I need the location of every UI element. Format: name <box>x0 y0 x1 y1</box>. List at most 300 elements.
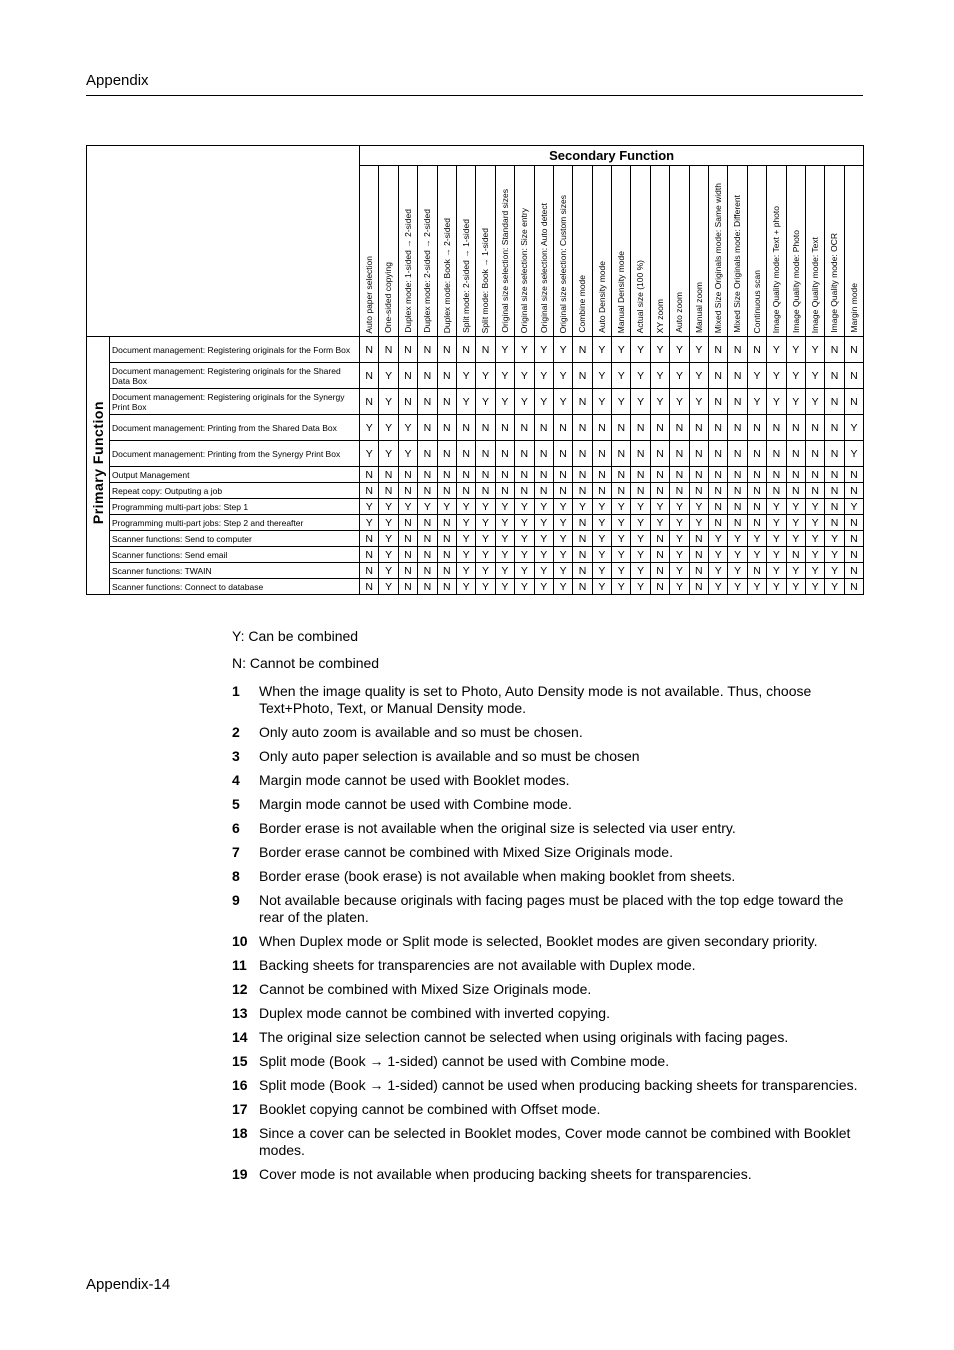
column-header <box>670 166 689 337</box>
note-item <box>232 748 864 765</box>
note-number: 8 <box>232 868 240 884</box>
column-header-label: Duplex mode: 2-sided → 2-sided <box>422 209 433 333</box>
matrix-cell: N <box>650 579 669 595</box>
note-item <box>232 1101 864 1118</box>
note-text: Only auto paper selection is available and so must be chosen <box>259 748 640 764</box>
matrix-cell: N <box>476 441 495 467</box>
matrix-cell: N <box>612 415 631 441</box>
note-item <box>232 981 864 998</box>
matrix-cell: N <box>437 441 456 467</box>
matrix-cell: N <box>476 467 495 483</box>
matrix-cell: N <box>360 531 379 547</box>
note-number: 15 <box>232 1053 248 1069</box>
matrix-cell: N <box>728 467 747 483</box>
matrix-cell: N <box>476 483 495 499</box>
matrix-cell: Y <box>689 515 708 531</box>
row-label: Scanner functions: Send to computer <box>110 531 360 547</box>
column-header-label: Original size selection: Auto detect <box>538 203 549 333</box>
matrix-cell: N <box>786 441 805 467</box>
column-header-label: Duplex mode: 1-sided → 2-sided <box>402 209 413 333</box>
matrix-cell: Y <box>805 499 824 515</box>
matrix-cell: Y <box>612 499 631 515</box>
matrix-cell: Y <box>631 563 650 579</box>
matrix-cell: Y <box>650 515 669 531</box>
matrix-cell: N <box>592 483 611 499</box>
matrix-cell: Y <box>476 579 495 595</box>
matrix-cell: Y <box>709 563 728 579</box>
matrix-cell: Y <box>476 499 495 515</box>
matrix-cell: N <box>805 467 824 483</box>
matrix-cell: Y <box>709 579 728 595</box>
matrix-cell: N <box>573 337 592 363</box>
matrix-cell: Y <box>670 337 689 363</box>
matrix-cell: N <box>553 483 572 499</box>
matrix-cell: Y <box>612 515 631 531</box>
matrix-cell: N <box>689 579 708 595</box>
matrix-cell: N <box>592 467 611 483</box>
matrix-cell: N <box>825 515 844 531</box>
matrix-cell: Y <box>553 499 572 515</box>
matrix-cell: Y <box>437 499 456 515</box>
matrix-cell: N <box>709 389 728 415</box>
matrix-cell: Y <box>553 363 572 389</box>
matrix-cell: Y <box>379 531 398 547</box>
note-number: 1 <box>232 683 240 699</box>
column-header-label: Original size selection: Standard sizes <box>499 189 510 333</box>
matrix-cell: N <box>747 499 766 515</box>
matrix-cell: Y <box>631 547 650 563</box>
matrix-cell: N <box>379 467 398 483</box>
primary-function-cell <box>87 337 110 595</box>
matrix-cell: N <box>786 467 805 483</box>
column-header-label: Image Quality mode: Text + photo <box>771 205 782 333</box>
matrix-cell: N <box>767 467 786 483</box>
matrix-cell: N <box>437 563 456 579</box>
matrix-cell: N <box>418 441 437 467</box>
column-header <box>573 166 592 337</box>
matrix-cell: N <box>689 563 708 579</box>
column-header <box>418 166 437 337</box>
matrix-cell: N <box>747 483 766 499</box>
matrix-cell: N <box>728 389 747 415</box>
note-text: Border erase cannot be combined with Mixed Size Originals mode. <box>259 844 673 860</box>
matrix-cell: N <box>398 515 417 531</box>
matrix-cell: Y <box>476 515 495 531</box>
matrix-cell: Y <box>476 563 495 579</box>
row-label: Repeat copy: Outputing a job <box>110 483 360 499</box>
matrix-cell: N <box>805 441 824 467</box>
note-number: 3 <box>232 748 240 764</box>
matrix-cell: Y <box>553 515 572 531</box>
column-header <box>650 166 669 337</box>
matrix-cell: N <box>592 441 611 467</box>
matrix-cell: Y <box>844 441 863 467</box>
matrix-cell: N <box>728 441 747 467</box>
matrix-cell: Y <box>612 579 631 595</box>
matrix-cell: N <box>709 441 728 467</box>
column-header-label: Image Quality mode: Photo <box>790 229 801 333</box>
note-number: 2 <box>232 724 240 740</box>
matrix-cell: Y <box>592 499 611 515</box>
matrix-cell: N <box>456 467 475 483</box>
column-header <box>709 166 728 337</box>
matrix-cell: N <box>631 441 650 467</box>
column-header-label: Mixed Size Originals mode: Same width <box>713 182 724 333</box>
matrix-cell: N <box>437 389 456 415</box>
matrix-cell: Y <box>786 337 805 363</box>
matrix-cell: Y <box>379 579 398 595</box>
matrix-cell: N <box>844 531 863 547</box>
matrix-cell: Y <box>360 441 379 467</box>
matrix-cell: N <box>379 483 398 499</box>
matrix-cell: N <box>670 467 689 483</box>
matrix-cell: Y <box>612 363 631 389</box>
matrix-cell: Y <box>650 499 669 515</box>
table-row <box>87 337 864 363</box>
matrix-cell: Y <box>670 389 689 415</box>
matrix-cell: N <box>418 337 437 363</box>
matrix-cell: Y <box>747 363 766 389</box>
note-text: Border erase is not available when the original size is selected via user entry. <box>259 820 736 836</box>
matrix-cell: Y <box>456 363 475 389</box>
matrix-cell: N <box>495 415 514 441</box>
matrix-cell: N <box>728 337 747 363</box>
matrix-cell: Y <box>515 515 534 531</box>
matrix-cell: N <box>360 579 379 595</box>
note-number: 6 <box>232 820 240 836</box>
matrix-cell: Y <box>495 337 514 363</box>
matrix-cell: N <box>418 563 437 579</box>
column-header <box>476 166 495 337</box>
matrix-cell: Y <box>379 441 398 467</box>
matrix-cell: Y <box>631 515 650 531</box>
matrix-cell: Y <box>476 363 495 389</box>
matrix-cell: N <box>534 483 553 499</box>
matrix-cell: Y <box>456 547 475 563</box>
matrix-cell: N <box>418 547 437 563</box>
table-row <box>87 499 864 515</box>
note-number: 5 <box>232 796 240 812</box>
note-item <box>232 796 864 813</box>
matrix-cell: Y <box>650 389 669 415</box>
matrix-cell: Y <box>670 579 689 595</box>
note-item <box>232 868 864 885</box>
matrix-cell: N <box>360 547 379 563</box>
matrix-cell: Y <box>495 579 514 595</box>
note-number: 12 <box>232 981 248 997</box>
note-item <box>232 1166 864 1183</box>
matrix-cell: Y <box>534 579 553 595</box>
column-header <box>360 166 379 337</box>
matrix-cell: Y <box>495 389 514 415</box>
matrix-cell: N <box>515 441 534 467</box>
matrix-cell: N <box>689 441 708 467</box>
table-row <box>87 483 864 499</box>
note-text: Split mode (Book → 1-sided) cannot be used when producing backing sheets for transparencies. <box>259 1077 858 1093</box>
row-label: Document management: Printing from the Synergy Print Box <box>110 441 360 467</box>
matrix-cell: N <box>456 337 475 363</box>
note-item <box>232 683 864 717</box>
matrix-cell: N <box>805 415 824 441</box>
matrix-cell: N <box>573 467 592 483</box>
matrix-cell: N <box>670 483 689 499</box>
matrix-cell: N <box>418 483 437 499</box>
column-header <box>728 166 747 337</box>
note-item <box>232 933 864 950</box>
column-header <box>844 166 863 337</box>
row-label: Programming multi-part jobs: Step 2 and thereafter <box>110 515 360 531</box>
note-number: 7 <box>232 844 240 860</box>
matrix-cell: Y <box>767 515 786 531</box>
row-label: Scanner functions: Connect to database <box>110 579 360 595</box>
matrix-cell: Y <box>825 531 844 547</box>
matrix-cell: N <box>398 389 417 415</box>
row-label: Document management: Registering originals for the Shared Data Box <box>110 363 360 389</box>
matrix-cell: N <box>534 441 553 467</box>
matrix-cell: N <box>747 563 766 579</box>
matrix-cell: Y <box>476 547 495 563</box>
matrix-cell: Y <box>767 363 786 389</box>
matrix-cell: Y <box>418 499 437 515</box>
matrix-cell: Y <box>495 515 514 531</box>
note-item <box>232 772 864 789</box>
matrix-cell: N <box>398 483 417 499</box>
note-item <box>232 1029 864 1046</box>
matrix-cell: Y <box>728 563 747 579</box>
column-header-label: Mixed Size Originals mode: Different <box>732 195 743 333</box>
note-text: Cannot be combined with Mixed Size Originals mode. <box>259 981 592 997</box>
matrix-cell: N <box>437 579 456 595</box>
matrix-cell: N <box>573 547 592 563</box>
table-row <box>87 531 864 547</box>
matrix-cell: Y <box>360 415 379 441</box>
note-text: Only auto zoom is available and so must be chosen. <box>259 724 583 740</box>
matrix-cell: N <box>360 389 379 415</box>
row-label: Document management: Registering originals for the Synergy Print Box <box>110 389 360 415</box>
matrix-cell: N <box>767 483 786 499</box>
matrix-cell: Y <box>592 563 611 579</box>
matrix-cell: N <box>515 415 534 441</box>
matrix-cell: Y <box>515 337 534 363</box>
secondary-function-title: Secondary Function <box>360 146 864 166</box>
matrix-cell: N <box>495 483 514 499</box>
matrix-cell: Y <box>805 337 824 363</box>
note-number: 4 <box>232 772 240 788</box>
column-header <box>515 166 534 337</box>
matrix-cell: Y <box>786 499 805 515</box>
matrix-cell: Y <box>767 389 786 415</box>
note-item <box>232 1053 864 1070</box>
matrix-cell: Y <box>534 515 553 531</box>
matrix-cell: Y <box>515 389 534 415</box>
matrix-cell: Y <box>786 515 805 531</box>
matrix-cell: Y <box>670 363 689 389</box>
matrix-cell: N <box>709 499 728 515</box>
matrix-cell: N <box>437 483 456 499</box>
matrix-cell: Y <box>592 389 611 415</box>
matrix-cell: Y <box>786 389 805 415</box>
matrix-cell: Y <box>515 499 534 515</box>
matrix-cell: N <box>456 415 475 441</box>
note-text: Border erase (book erase) is not available when making booklet from sheets. <box>259 868 736 884</box>
matrix-cell: N <box>689 415 708 441</box>
matrix-cell: N <box>573 531 592 547</box>
matrix-cell: Y <box>495 563 514 579</box>
matrix-cell: N <box>592 415 611 441</box>
note-text: Booklet copying cannot be combined with Offset mode. <box>259 1101 601 1117</box>
matrix-cell: Y <box>379 389 398 415</box>
matrix-cell: N <box>786 415 805 441</box>
matrix-cell: N <box>476 415 495 441</box>
matrix-cell: Y <box>476 531 495 547</box>
matrix-cell: N <box>437 547 456 563</box>
matrix-cell: N <box>689 483 708 499</box>
column-header <box>786 166 805 337</box>
matrix-cell: N <box>650 483 669 499</box>
matrix-cell: Y <box>670 515 689 531</box>
matrix-cell: Y <box>805 363 824 389</box>
matrix-cell: N <box>534 467 553 483</box>
note-number: 10 <box>232 933 248 949</box>
matrix-cell: Y <box>631 337 650 363</box>
matrix-cell: Y <box>786 531 805 547</box>
matrix-cell: Y <box>767 579 786 595</box>
matrix-cell: Y <box>592 531 611 547</box>
matrix-cell: Y <box>805 579 824 595</box>
matrix-cell: N <box>709 415 728 441</box>
matrix-cell: Y <box>631 363 650 389</box>
row-label: Document management: Registering originals for the Form Box <box>110 337 360 363</box>
matrix-cell: N <box>728 499 747 515</box>
matrix-cell: N <box>786 547 805 563</box>
matrix-cell: Y <box>515 547 534 563</box>
row-label: Document management: Printing from the Shared Data Box <box>110 415 360 441</box>
matrix-cell: Y <box>553 531 572 547</box>
matrix-cell: N <box>844 483 863 499</box>
table-row <box>87 547 864 563</box>
legend-no: N: Cannot be combined <box>232 655 380 671</box>
matrix-cell: N <box>728 363 747 389</box>
matrix-cell: N <box>689 531 708 547</box>
matrix-cell: Y <box>495 363 514 389</box>
column-header <box>805 166 824 337</box>
note-item <box>232 957 864 974</box>
column-header-label: Manual Density mode <box>616 250 627 333</box>
note-number: 11 <box>232 957 247 973</box>
matrix-cell: N <box>398 531 417 547</box>
note-text: When Duplex mode or Split mode is selected, Booklet modes are given secondary priority. <box>259 933 818 949</box>
matrix-cell: Y <box>515 579 534 595</box>
matrix-cell: N <box>553 415 572 441</box>
note-number: 17 <box>232 1101 248 1117</box>
matrix-cell: N <box>360 483 379 499</box>
matrix-cell: Y <box>534 337 553 363</box>
matrix-cell: Y <box>767 563 786 579</box>
column-header-label: Margin mode <box>848 283 859 333</box>
matrix-cell: Y <box>805 563 824 579</box>
matrix-cell: N <box>418 389 437 415</box>
column-header <box>592 166 611 337</box>
matrix-cell: N <box>670 415 689 441</box>
row-label: Output Management <box>110 467 360 483</box>
matrix-cell: N <box>418 579 437 595</box>
matrix-cell: Y <box>515 531 534 547</box>
matrix-cell: N <box>844 363 863 389</box>
matrix-cell: N <box>709 337 728 363</box>
note-number: 18 <box>232 1125 248 1141</box>
column-header-label: Image Quality mode: Text <box>809 236 820 333</box>
note-item <box>232 820 864 837</box>
matrix-cell: Y <box>573 499 592 515</box>
matrix-cell: N <box>398 563 417 579</box>
column-header-label: Auto Density mode <box>596 261 607 333</box>
matrix-cell: Y <box>805 547 824 563</box>
matrix-cell: N <box>456 441 475 467</box>
note-text: Margin mode cannot be used with Combine mode. <box>259 796 572 812</box>
note-item <box>232 1005 864 1022</box>
table-row <box>87 515 864 531</box>
matrix-cell: Y <box>747 531 766 547</box>
matrix-cell: Y <box>592 337 611 363</box>
matrix-cell: N <box>437 467 456 483</box>
note-number: 16 <box>232 1077 248 1093</box>
matrix-cell: Y <box>476 389 495 415</box>
matrix-cell: Y <box>612 389 631 415</box>
matrix-cell: N <box>612 441 631 467</box>
column-header-label: Split mode: Book → 1-sided <box>480 227 491 333</box>
matrix-cell: N <box>767 441 786 467</box>
matrix-cell: Y <box>728 531 747 547</box>
matrix-cell: N <box>573 579 592 595</box>
matrix-cell: N <box>709 467 728 483</box>
matrix-cell: Y <box>379 547 398 563</box>
matrix-cell: Y <box>379 499 398 515</box>
matrix-cell: Y <box>456 515 475 531</box>
matrix-cell: Y <box>456 579 475 595</box>
matrix-cell: Y <box>553 563 572 579</box>
matrix-cell: N <box>398 337 417 363</box>
matrix-cell: Y <box>631 389 650 415</box>
matrix-cell: Y <box>592 515 611 531</box>
matrix-cell: Y <box>747 547 766 563</box>
combination-matrix <box>86 145 864 595</box>
matrix-cell: Y <box>767 499 786 515</box>
column-header-label: Auto zoom <box>674 292 685 333</box>
matrix-cell: Y <box>747 389 766 415</box>
matrix-cell: N <box>650 441 669 467</box>
matrix-cell: Y <box>631 531 650 547</box>
matrix-cell: Y <box>360 499 379 515</box>
matrix-cell: N <box>747 337 766 363</box>
matrix-cell: Y <box>398 415 417 441</box>
matrix-cell: N <box>360 563 379 579</box>
note-text: Since a cover can be selected in Booklet modes, Cover mode cannot be combined with Booklet modes. <box>259 1125 851 1158</box>
matrix-cell: N <box>709 363 728 389</box>
column-header-label: Duplex mode: Book → 2-sided <box>441 217 452 333</box>
matrix-cell: N <box>398 579 417 595</box>
column-header <box>437 166 456 337</box>
note-item <box>232 1125 864 1159</box>
matrix-cell: N <box>456 483 475 499</box>
note-text: Duplex mode cannot be combined with inverted copying. <box>259 1005 610 1021</box>
matrix-cell: Y <box>844 499 863 515</box>
matrix-cell: N <box>631 467 650 483</box>
matrix-cell: Y <box>495 547 514 563</box>
table-row <box>87 363 864 389</box>
matrix-cell: N <box>747 515 766 531</box>
matrix-cell: Y <box>456 563 475 579</box>
matrix-cell: Y <box>534 531 553 547</box>
